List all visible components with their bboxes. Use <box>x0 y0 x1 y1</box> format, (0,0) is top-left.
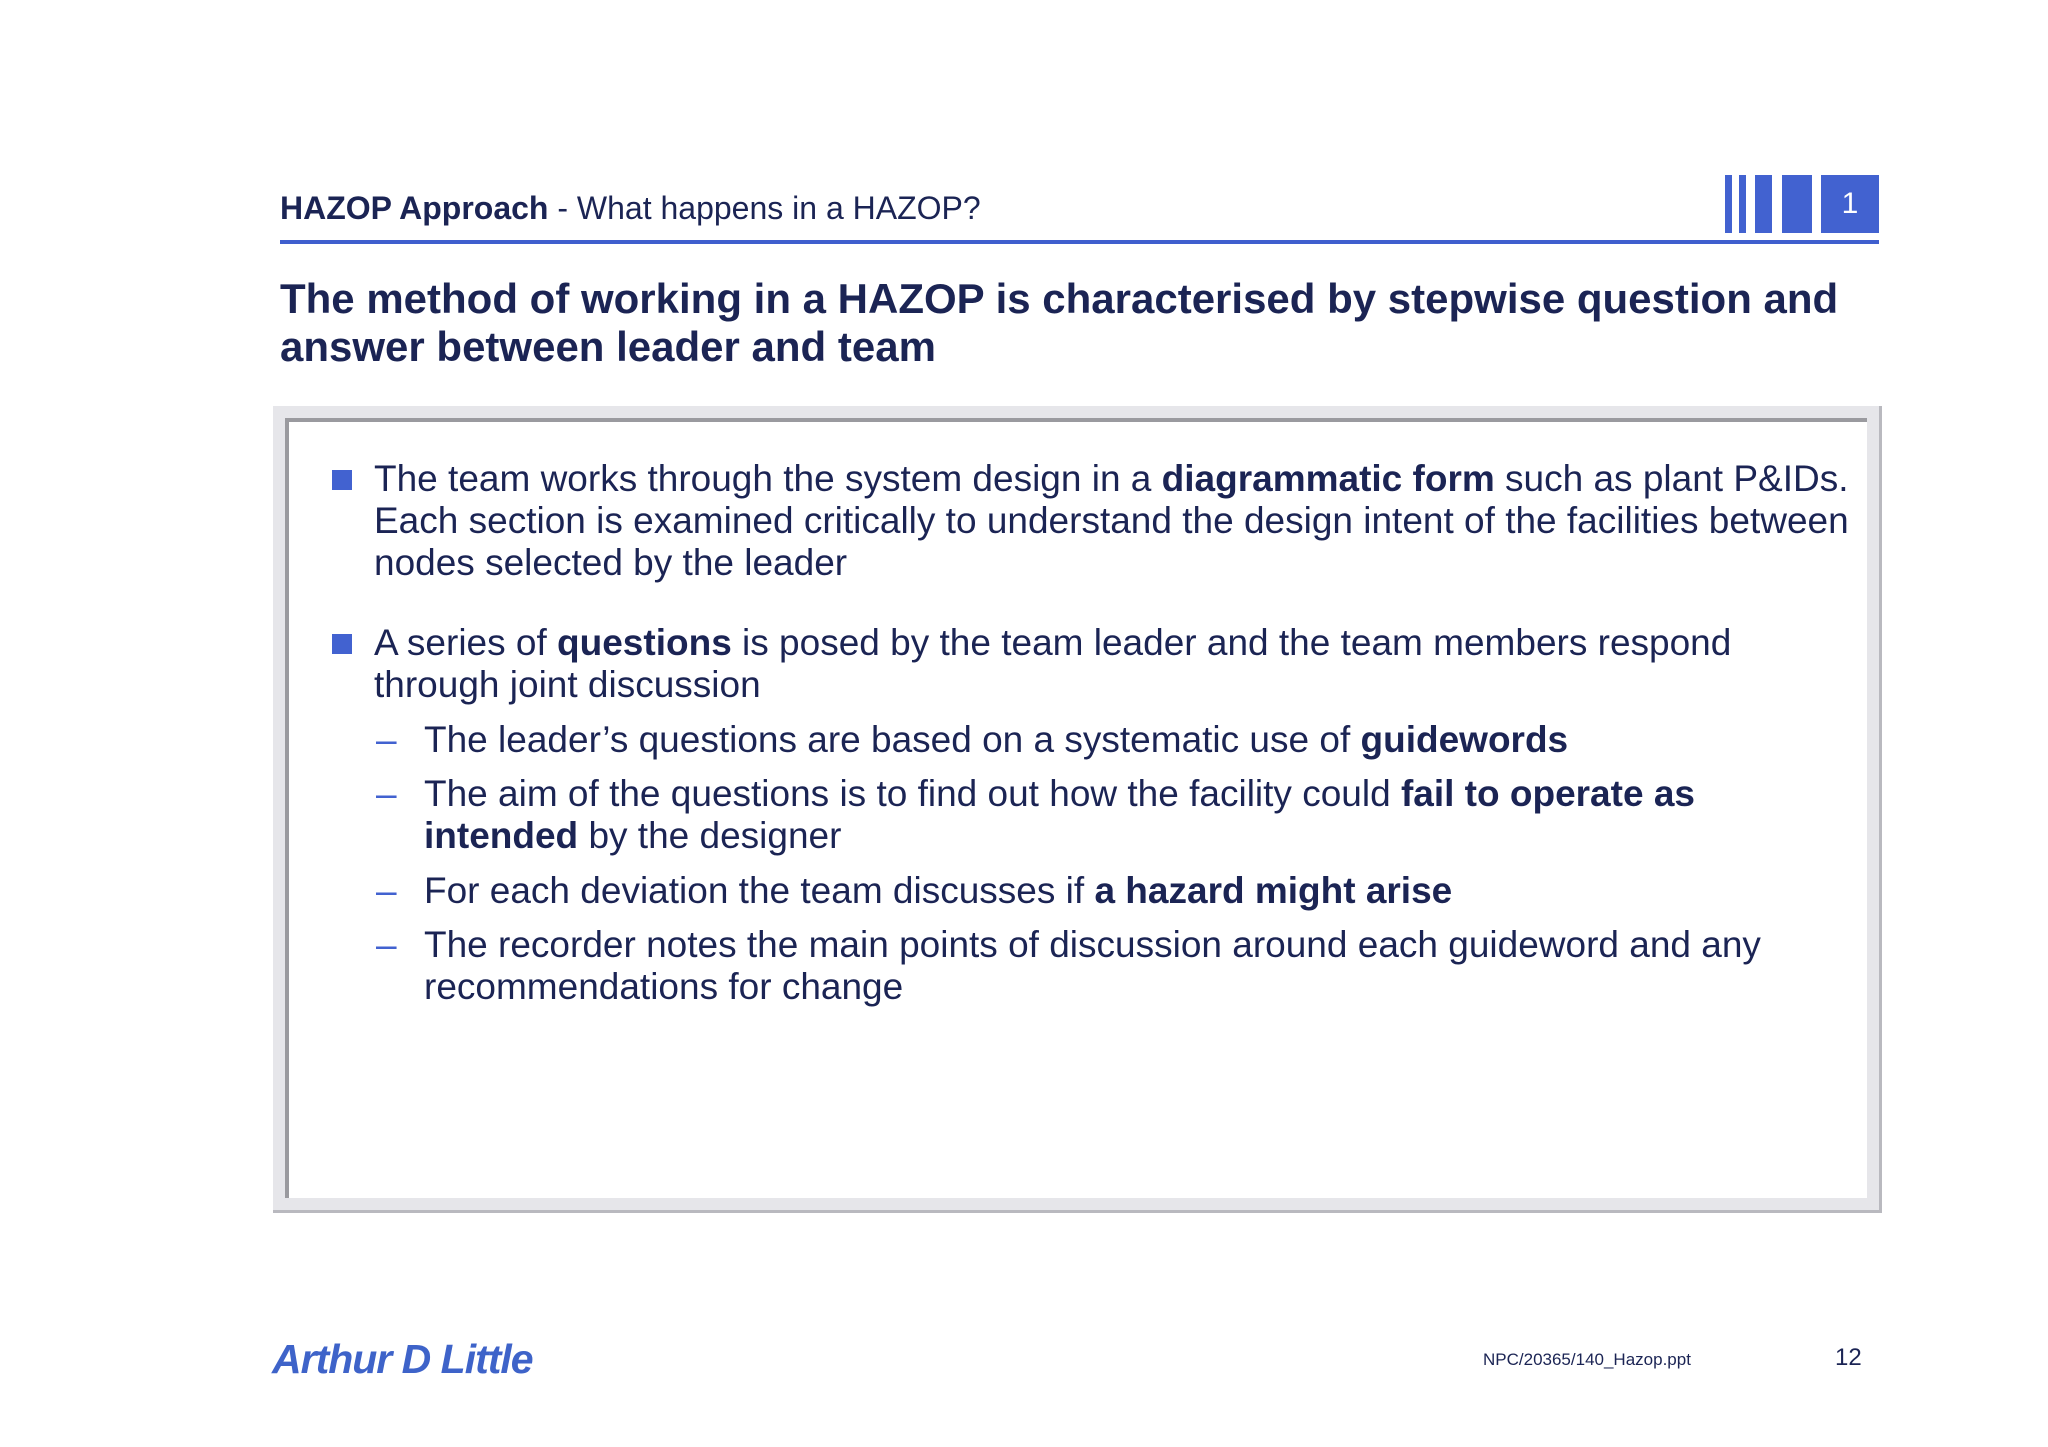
square-bullet-icon <box>332 634 352 654</box>
slide-header-title <box>280 190 981 227</box>
square-bullet-icon <box>332 470 352 490</box>
sub-bullet-text: For each deviation the team discusses if <box>424 870 1095 911</box>
sub-bullet-emphasis: a hazard might arise <box>1094 870 1453 911</box>
content-panel <box>285 418 1867 1198</box>
dash-bullet-icon: – <box>376 924 397 965</box>
footer-page-number: 12 <box>1835 1344 1862 1371</box>
section-marker <box>1725 175 1879 233</box>
dash-bullet-icon: – <box>376 870 397 911</box>
header-title-bold: HAZOP Approach <box>280 190 549 226</box>
bullet-text: such as plant P&IDs. Each section is examined critically to understand the design intent of the facilities between nodes selected by the leader <box>374 458 1849 583</box>
section-marker-bar <box>1725 175 1732 233</box>
sub-bullet-text: The leader’s questions are based on a systematic use of <box>424 719 1361 760</box>
dash-bullet-icon: – <box>376 773 397 814</box>
sub-bullet-item <box>376 870 1854 912</box>
content-frame <box>273 406 1882 1213</box>
bullet-text: is posed by the team leader and the team members respond through joint discussion <box>374 622 1732 705</box>
sub-bullet-emphasis: fail to operate as intended <box>424 773 1695 856</box>
bullet-emphasis: diagrammatic form <box>1161 458 1495 499</box>
section-marker-bar <box>1755 175 1772 233</box>
sub-bullet-text: by the designer <box>578 815 842 856</box>
sub-bullet-emphasis: guidewords <box>1360 719 1569 760</box>
sub-bullet-text: The recorder notes the main points of discussion around each guideword and any recommendations for change <box>424 924 1761 1007</box>
bullet-text: A series of <box>374 622 558 663</box>
sub-bullet-item <box>376 924 1854 1008</box>
section-marker-bar <box>1782 175 1812 233</box>
footer-file-name: NPC/20365/140_Hazop.ppt <box>1483 1350 1691 1369</box>
sub-bullet-item <box>376 773 1854 857</box>
sub-bullet-text: The aim of the questions is to find out how the facility could <box>424 773 1401 814</box>
bullet-item <box>374 622 1854 706</box>
slide-headline: The method of working in a HAZOP is characterised by stepwise question and answer between leader and team <box>280 275 1839 370</box>
section-number-badge: 1 <box>1821 175 1879 233</box>
dash-bullet-icon: – <box>376 719 397 760</box>
bullet-item <box>374 458 1854 584</box>
sub-bullet-item <box>376 719 1854 761</box>
section-marker-bar <box>1739 175 1746 233</box>
arthur-d-little-logo: Arthur D Little <box>272 1336 533 1382</box>
bullet-text: The team works through the system design in a <box>374 458 1162 499</box>
header-title-rest: - What happens in a HAZOP? <box>548 190 981 226</box>
bullet-emphasis: questions <box>557 622 732 663</box>
header-rule <box>280 240 1879 244</box>
